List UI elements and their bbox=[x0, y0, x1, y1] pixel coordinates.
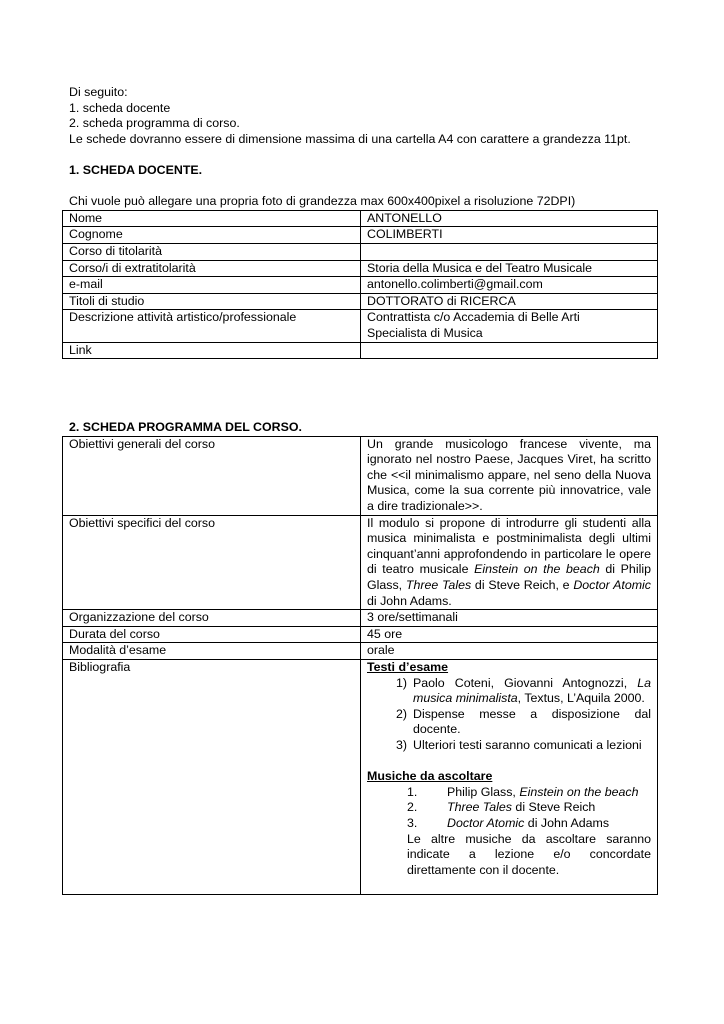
row-value: ANTONELLO bbox=[361, 210, 658, 227]
row-label: Modalità d’esame bbox=[63, 643, 361, 660]
list-item: 1. Philip Glass, Einstein on the beach bbox=[407, 784, 639, 799]
table-row bbox=[63, 293, 658, 310]
row-label: Obiettivi generali del corso bbox=[63, 436, 361, 515]
table-row bbox=[63, 643, 658, 660]
table-row bbox=[63, 660, 658, 895]
row-value: Storia della Musica e del Teatro Musicale bbox=[361, 260, 658, 277]
row-label: Nome bbox=[63, 210, 361, 227]
row-value: Il modulo si propone di introdurre gli studenti alla musica minimalista e postminimalista degli ultimi cinquant’anni approfondendo in particolare le opere di teatro musicale Einstein on the beach di Philip Glass, Three Tales di Steve Reich, e Doctor Atomic di John Adams. bbox=[361, 515, 658, 610]
list-item: 2. Three Tales di Steve Reich bbox=[407, 800, 596, 815]
row-label: Cognome bbox=[63, 227, 361, 244]
row-value: 3 ore/settimanali bbox=[361, 610, 658, 627]
row-value: antonello.colimberti@gmail.com bbox=[361, 277, 658, 294]
testi-title: Testi d’esame bbox=[367, 660, 449, 674]
table-row bbox=[63, 626, 658, 643]
list-item: 3. Doctor Atomic di John Adams bbox=[407, 815, 610, 830]
musiche-title: Musiche da ascoltare bbox=[367, 769, 493, 784]
row-label: Durata del corso bbox=[63, 626, 361, 643]
row-value bbox=[361, 243, 658, 260]
row-label: Corso/i di extratitolarità bbox=[63, 260, 361, 277]
intro-line: Di seguito: bbox=[69, 85, 128, 99]
intro-line: 1. scheda docente bbox=[69, 100, 171, 115]
table-row bbox=[63, 610, 658, 627]
row-label: Titoli di studio bbox=[63, 293, 361, 310]
row-label: Bibliografia bbox=[63, 660, 361, 895]
row-label: Descrizione attività artistico/professionale bbox=[63, 310, 361, 342]
intro-line: 2. scheda programma di corso. bbox=[69, 116, 240, 131]
table-row bbox=[63, 243, 658, 260]
table-row bbox=[63, 436, 658, 515]
musiche-list bbox=[367, 785, 651, 832]
row-label: Link bbox=[63, 342, 361, 359]
musiche-note: Le altre musiche da ascoltare saranno indicate a lezione e/o concordate direttamente con il docente. bbox=[407, 831, 651, 877]
table-row bbox=[63, 210, 658, 227]
row-value: Un grande musicologo francese vivente, ma ignorato nel nostro Paese, Jacques Viret, ha scritto che <<il minimalismo appare, nel seno della Nuova Musica, come la sua corrente più innovatrice, vale a dire tradizionale>>. bbox=[361, 436, 658, 515]
table-row bbox=[63, 277, 658, 294]
section2-title: 2. SCHEDA PROGRAMMA DEL CORSO. bbox=[69, 420, 302, 435]
row-value: COLIMBERTI bbox=[361, 227, 658, 244]
row-label: Corso di titolarità bbox=[63, 243, 361, 260]
row-label: e-mail bbox=[63, 277, 361, 294]
row-value bbox=[361, 342, 658, 359]
table-row bbox=[63, 310, 658, 342]
table-row bbox=[63, 515, 658, 610]
intro-note: Le schede dovranno essere di dimensione massima di una cartella A4 con carattere a grandezza 11pt. bbox=[69, 131, 631, 146]
row-value: orale bbox=[361, 643, 658, 660]
row-value: DOTTORATO di RICERCA bbox=[361, 293, 658, 310]
row-label: Obiettivi specifici del corso bbox=[63, 515, 361, 610]
row-value: Contrattista c/o Accademia di Belle Arti Specialista di Musica bbox=[361, 310, 658, 342]
row-label: Organizzazione del corso bbox=[63, 610, 361, 627]
section1-title: 1. SCHEDA DOCENTE. bbox=[69, 162, 203, 177]
photo-note: Chi vuole può allegare una propria foto di grandezza max 600x400pixel a risoluzione 72DPI) bbox=[69, 194, 576, 209]
program-table bbox=[62, 436, 658, 896]
list-item: 3) Ulteriori testi saranno comunicati a lezioni bbox=[395, 737, 642, 752]
document-page bbox=[69, 85, 657, 895]
list-item: 2) Dispense messe a disposizione dal docente. bbox=[395, 706, 651, 737]
list-item: 1) Paolo Coteni, Giovanni Antognozzi, La musica minimalista, Textus, L’Aquila 2000. bbox=[395, 675, 651, 706]
bibliography-cell bbox=[361, 660, 658, 895]
row-value: 45 ore bbox=[361, 626, 658, 643]
testi-list bbox=[367, 676, 651, 754]
teacher-table bbox=[62, 210, 658, 359]
table-row bbox=[63, 260, 658, 277]
table-row bbox=[63, 342, 658, 359]
table-row bbox=[63, 227, 658, 244]
